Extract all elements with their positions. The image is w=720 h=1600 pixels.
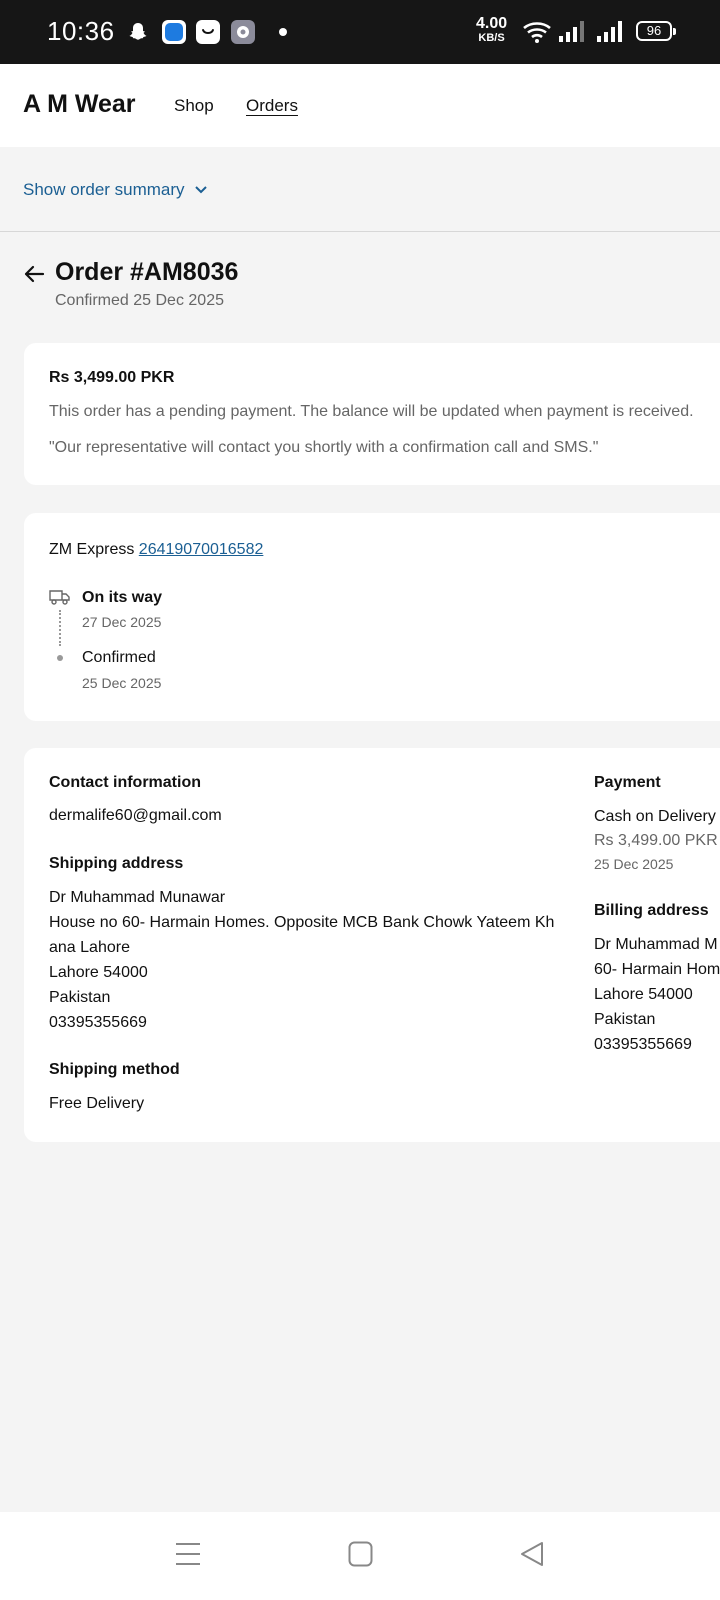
contact-email: dermalife60@gmail.com [49,807,222,824]
order-summary-bar [0,147,720,232]
payment-status-card [24,343,720,485]
carrier-name: ZM Express [49,541,135,558]
carrier-line [49,541,263,559]
signal-icon [558,20,586,44]
shipping-method-value: Free Delivery [49,1095,145,1112]
network-speed: 4.00 KB/S [476,15,508,44]
chevron-down-icon [195,186,207,194]
messenger-icon [162,20,186,44]
wifi-icon [522,20,552,44]
address-line: House no 60- Harmain Homes. Opposite MCB Bank Chowk Yateem Kh [49,914,555,931]
event-title: Confirmed [82,649,156,666]
address-line: Dr Muhammad M [594,936,718,953]
payment-amount: Rs 3,499.00 PKR [594,832,718,849]
truck-icon [49,588,71,606]
address-line: Dr Muhammad Munawar [49,889,226,906]
smile-icon [196,20,220,44]
snapchat-icon [126,20,150,44]
system-navigation-bar [0,1512,720,1600]
home-icon[interactable] [348,1541,373,1567]
battery-icon: 96 [636,21,672,41]
timeline-dot [57,655,63,661]
nav-shop-link[interactable]: Shop [174,96,214,115]
payment-method: Cash on Delivery [594,808,716,825]
show-order-summary-toggle[interactable] [23,180,207,200]
settings-icon [231,20,255,44]
back-arrow-icon[interactable] [22,262,46,286]
billing-address-label: Billing address [594,902,709,919]
order-confirmed-date: Confirmed 25 Dec 2025 [55,292,224,309]
summary-toggle-label: Show order summary [23,180,185,199]
address-line: ana Lahore [49,939,130,956]
event-date: 25 Dec 2025 [82,675,162,691]
shipment-card [24,513,720,721]
representative-note: "Our representative will contact you shortly with a confirmation call and SMS." [49,439,599,456]
signal-icon-2 [596,20,624,44]
notification-dot [279,28,287,36]
address-line: Lahore 54000 [49,964,148,981]
back-icon[interactable] [519,1541,545,1567]
shipping-method-label: Shipping method [49,1061,180,1078]
pending-payment-text: This order has a pending payment. The balance will be updated when payment is received. [49,403,694,420]
address-line: Lahore 54000 [594,986,693,1003]
order-title: Order #AM8036 [55,258,239,286]
address-line: Pakistan [49,989,111,1006]
payment-label: Payment [594,774,661,791]
address-line: 03395355669 [594,1036,692,1053]
contact-info-label: Contact information [49,774,201,791]
recent-apps-icon[interactable] [175,1541,201,1567]
nav-orders-link[interactable]: Orders [246,96,298,115]
shipping-address [49,885,554,1035]
shipping-address-label: Shipping address [49,855,184,872]
brand-logo[interactable]: A M Wear [23,90,136,118]
event-date: 27 Dec 2025 [82,614,162,630]
status-time: 10:36 [47,16,115,46]
order-details-card [24,748,720,1142]
address-line: 60- Harmain Hom [594,961,720,978]
order-amount: Rs 3,499.00 PKR [49,369,175,386]
address-line: Pakistan [594,1011,656,1028]
status-bar [0,0,720,64]
site-header [0,64,720,147]
address-line: 03395355669 [49,1014,147,1031]
tracking-number-link[interactable]: 26419070016582 [138,541,264,558]
timeline-connector [59,610,61,646]
event-title: On its way [82,589,163,606]
payment-date: 25 Dec 2025 [594,856,674,872]
billing-address [594,932,720,1057]
